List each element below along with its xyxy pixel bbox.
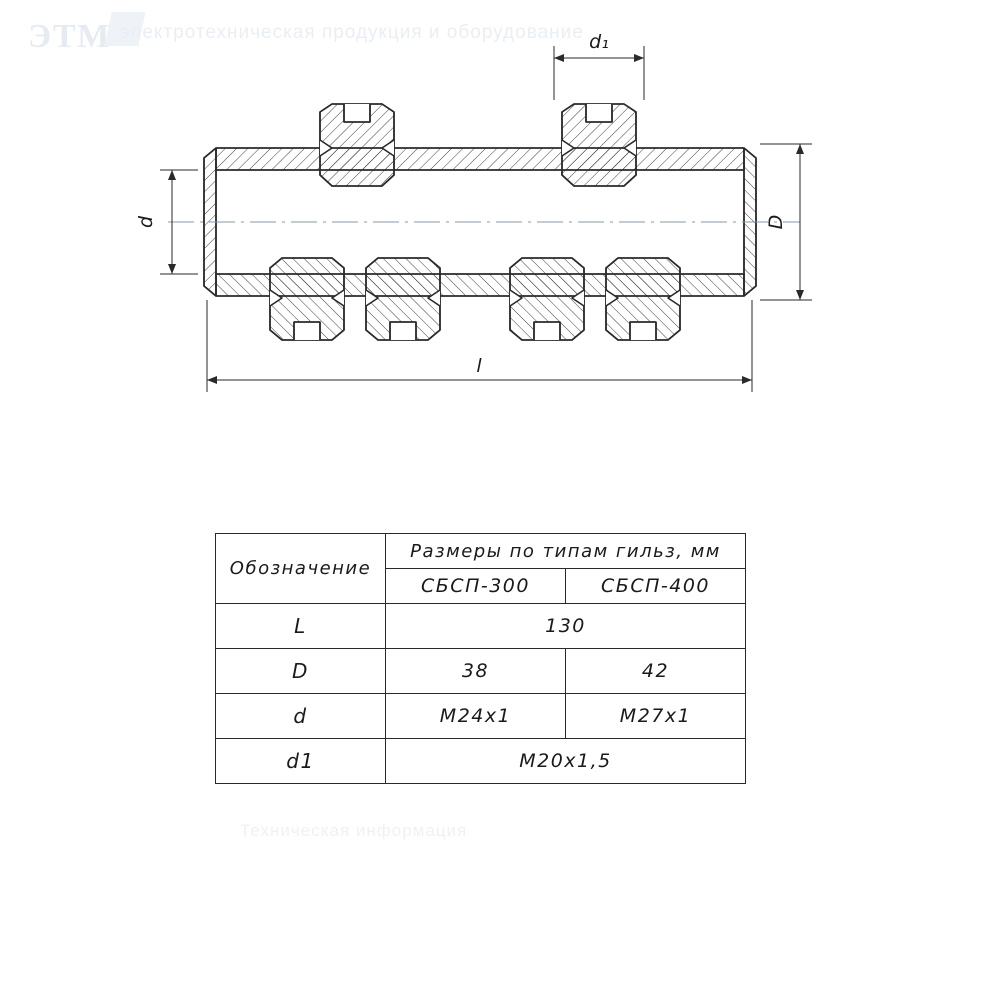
- screw-bottom-1: [270, 258, 344, 340]
- table-row: [216, 739, 746, 784]
- row-label-d1: d1: [216, 739, 386, 784]
- table-row: [216, 694, 746, 739]
- row-value-d-400: М27х1: [566, 694, 746, 739]
- dimension-label-d: d: [135, 215, 157, 229]
- row-value-d-300: М24х1: [386, 694, 566, 739]
- row-value-L: 130: [386, 604, 746, 649]
- dimension-label-l: l: [476, 355, 482, 377]
- screw-top-1: [320, 104, 394, 186]
- table-row: [216, 604, 746, 649]
- header-type-1: СБСП-300: [386, 569, 566, 604]
- row-value-D-400: 42: [566, 649, 746, 694]
- screw-bottom-3: [510, 258, 584, 340]
- screw-bottom-4: [606, 258, 680, 340]
- row-label-D: D: [216, 649, 386, 694]
- dimension-d1: [554, 46, 644, 100]
- screw-bottom-2: [366, 258, 440, 340]
- watermark-text: электротехническая продукция и оборудование: [120, 22, 584, 43]
- row-value-D-300: 38: [386, 649, 566, 694]
- row-value-d1: М20х1,5: [386, 739, 746, 784]
- table-row: [216, 649, 746, 694]
- table-header-row-1: [216, 534, 746, 569]
- header-designation: Обозначение: [216, 534, 386, 604]
- specification-table: [215, 533, 746, 784]
- watermark-bottom-text: Техническая информация: [240, 821, 468, 840]
- header-type-2: СБСП-400: [566, 569, 746, 604]
- row-label-d: d: [216, 694, 386, 739]
- watermark-bottom: [0, 815, 1000, 855]
- row-label-L: L: [216, 604, 386, 649]
- header-sizes: Размеры по типам гильз, мм: [386, 534, 746, 569]
- screw-top-2: [562, 104, 636, 186]
- dimension-label-D: D: [765, 214, 787, 230]
- dimension-label-d1: d₁: [589, 31, 609, 53]
- watermark-logo: ЭТМ: [28, 18, 112, 55]
